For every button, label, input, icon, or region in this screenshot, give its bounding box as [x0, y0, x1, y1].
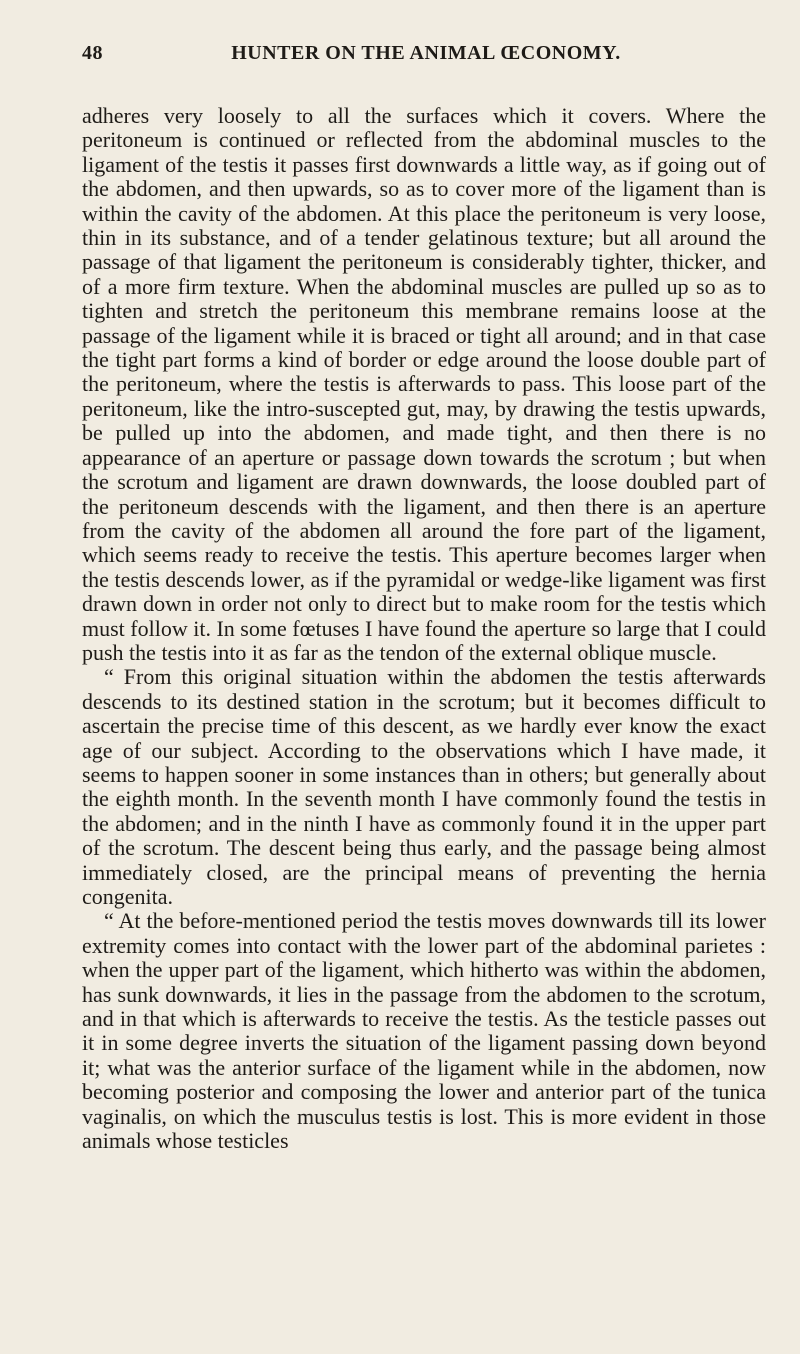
- paragraph-ligament-inversion: “ At the before-mentioned period the testis moves downwards till its lower extremity comes into contact with the lower part of the abdominal parietes : when the upper part of the ligament, which hitherto was within the abdomen, has sunk downwards, it lies in the passage from the abdomen to the scrotum, and in that which is afterwards to receive the testis. As the testicle passes out it in some degree inverts the situation of the ligament passing down beyond it; what was the anterior surface of the ligament while in the abdomen, now becoming posterior and composing the lower and anterior part of the tunica vaginalis, on which the musculus testis is lost. This is more evident in those animals whose testicles: [82, 908, 766, 1154]
- paragraph-descent-timing: “ From this original situation within the abdomen the testis afterwards descends to its destined station in the scrotum; but it becomes difficult to ascertain the precise time of this descent, as we hardly ever know the exact age of our subject. According to the observations which I have made, it seems to happen sooner in some instances than in others; but generally about the eighth month. In the seventh month I have commonly found the testis in the abdomen; and in the ninth I have as commonly found it in the upper part of the scrotum. The descent being thus early, and the passage being almost immediately closed, are the principal means of preventing the hernia congenita.: [82, 664, 766, 909]
- running-head: [82, 42, 770, 70]
- running-title: HUNTER ON THE ANIMAL ŒCONOMY.: [231, 42, 621, 64]
- page-number: 48: [82, 42, 103, 64]
- paragraph-peritoneum: adheres very loosely to all the surfaces which it covers. Where the peritoneum is continued or reflected from the abdominal muscles to the ligament of the testis it passes first downwards a little way, as if going out of the abdomen, and then upwards, so as to cover more of the ligament than is within the cavity of the abdomen. At this place the peritoneum is very loose, thin in its substance, and of a tender gelatinous texture; but all around the passage of that ligament the peritoneum is considerably tighter, thicker, and of a more firm texture. When the abdominal muscles are pulled up so as to tighten and stretch the peritoneum this membrane remains loose at the passage of the ligament while it is braced or tight all around; and in that case the tight part forms a kind of border or edge around the loose double part of the peritoneum, where the testis is afterwards to pass. This loose part of the peritoneum, like the intro-suscepted gut, may, by drawing the testis upwards, be pulled up into the abdomen, and made tight, and then there is no appearance of an aperture or passage down towards the scrotum ; but when the scrotum and ligament are drawn downwards, the loose doubled part of the peritoneum descends with the ligament, and then there is an aperture from the cavity of the abdomen all around the fore part of the ligament, which seems ready to receive the testis. This aperture becomes larger when the testis descends lower, as if the pyramidal or wedge-like ligament was first drawn down in order not only to direct but to make room for the testis which must follow it. In some fœtuses I have found the aperture so large that I could push the testis into it as far as the tendon of the external oblique muscle.: [82, 103, 766, 665]
- body-text: [82, 104, 766, 1153]
